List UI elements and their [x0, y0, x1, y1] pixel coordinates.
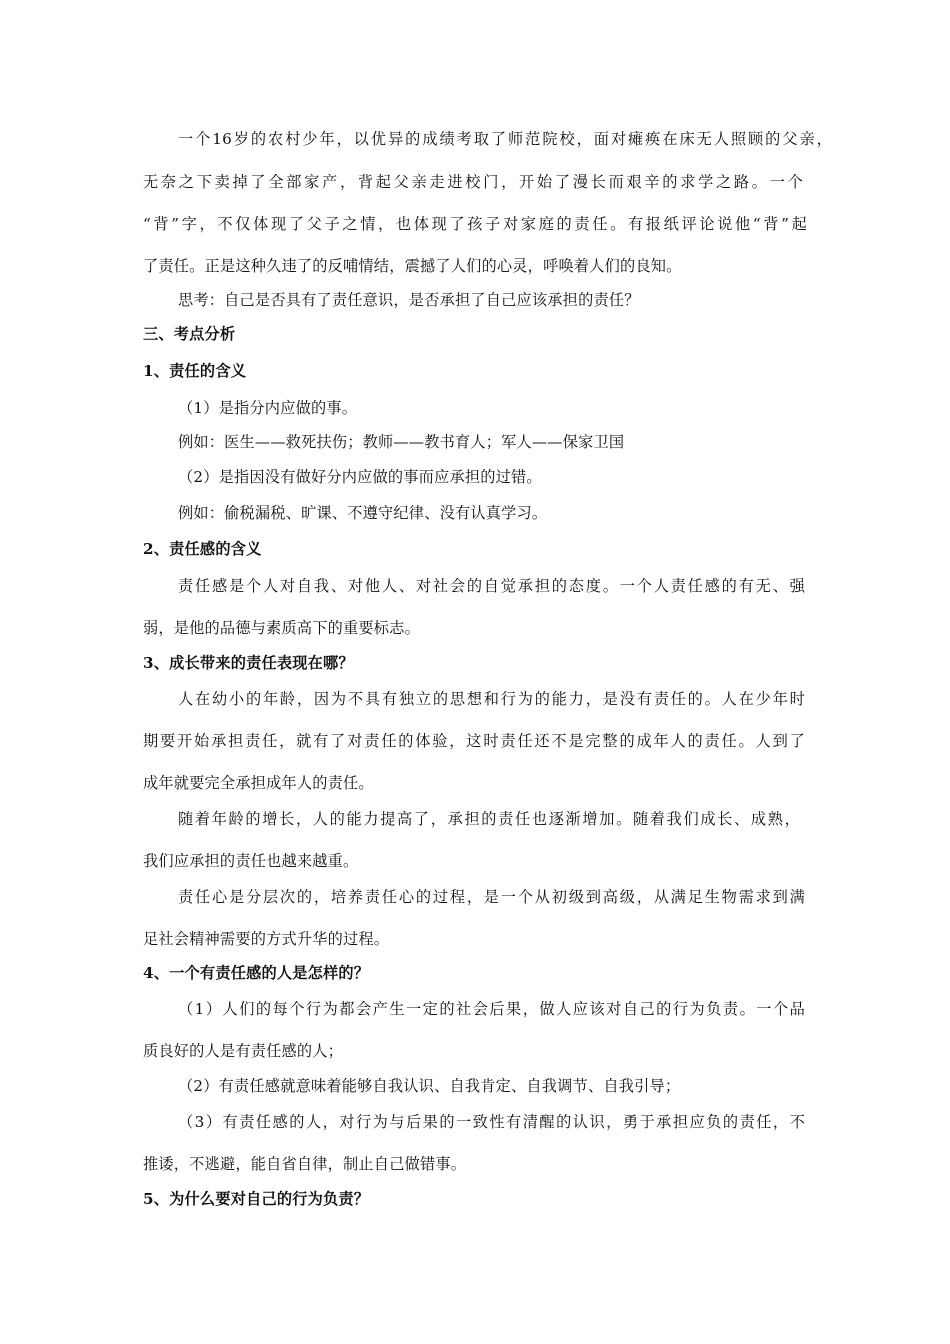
section-heading: 三、考点分析 — [143, 325, 236, 343]
point1-def1: （1）是指分内应做的事。 — [178, 399, 358, 417]
point1-def2: （2）是指因没有做好分内应做的事而应承担的过错。 — [178, 468, 542, 486]
point3-para2-line-1: 随着年龄的增长，人的能力提高了，承担的责任也逐渐增加。随着我们成长、成熟， — [178, 810, 800, 828]
point3-para1-line-3: 成年就要完全承担成年人的责任。 — [143, 774, 374, 792]
point4-item3-line-1: （3）有责任感的人，对行为与后果的一致性有清醒的认识，勇于承担应负的责任，不 — [178, 1113, 805, 1131]
point1-example1: 例如：医生——救死扶伤；教师——教书育人；军人——保家卫国 — [178, 433, 625, 451]
point5-heading: 5、为什么要对自己的行为负责？ — [143, 1190, 370, 1208]
point3-para2-line-2: 我们应承担的责任也越来越重。 — [143, 852, 359, 870]
point3-para3-line-2: 足社会精神需要的方式升华的过程。 — [143, 930, 390, 948]
think-question: 思考：自己是否具有了责任意识，是否承担了自己应该承担的责任？ — [178, 291, 640, 309]
point1-heading: 1、责任的含义 — [143, 362, 247, 380]
point4-heading: 4、一个有责任感的人是怎样的？ — [143, 964, 370, 982]
point3-para3-line-1: 责任心是分层次的，培养责任心的过程，是一个从初级到高级，从满足生物需求到满 — [178, 888, 805, 906]
point2-line-2: 弱，是他的品德与素质高下的重要标志。 — [143, 619, 420, 637]
point4-item1-line-2: 质良好的人是有责任感的人； — [143, 1042, 344, 1060]
point2-line-1: 责任感是个人对自我、对他人、对社会的自觉承担的态度。一个人责任感的有无、强 — [178, 577, 805, 595]
story-line-1: 一个16岁的农村少年，以优异的成绩考取了师范院校，面对瘫痪在床无人照顾的父亲， — [178, 130, 832, 148]
point3-para1-line-2: 期要开始承担责任，就有了对责任的体验，这时责任还不是完整的成年人的责任。人到了 — [143, 732, 805, 750]
point1-example2: 例如：偷税漏税、旷课、不遵守纪律、没有认真学习。 — [178, 504, 548, 522]
point4-item3-line-2: 推诿，不逃避，能自省自律，制止自己做错事。 — [143, 1155, 467, 1173]
story-line-2: 无奈之下卖掉了全部家产，背起父亲走进校门，开始了漫长而艰辛的求学之路。一个 — [143, 173, 803, 191]
point3-heading: 3、成长带来的责任表现在哪？ — [143, 654, 354, 672]
point2-heading: 2、责任感的含义 — [143, 540, 262, 558]
point3-para1-line-1: 人在幼小的年龄，因为不具有独立的思想和行为的能力，是没有责任的。人在少年时 — [178, 690, 805, 708]
point4-item2: （2）有责任感就意味着能够自我认识、自我肯定、自我调节、自我引导； — [178, 1077, 681, 1095]
story-line-3: “背”字，不仅体现了父子之情，也体现了孩子对家庭的责任。有报纸评论说他“背”起 — [143, 215, 807, 233]
story-line-4: 了责任。正是这种久违了的反哺情结，震撼了人们的心灵，呼唤着人们的良知。 — [143, 257, 682, 275]
point4-item1-line-1: （1）人们的每个行为都会产生一定的社会后果，做人应该对自己的行为负责。一个品 — [178, 1000, 805, 1018]
